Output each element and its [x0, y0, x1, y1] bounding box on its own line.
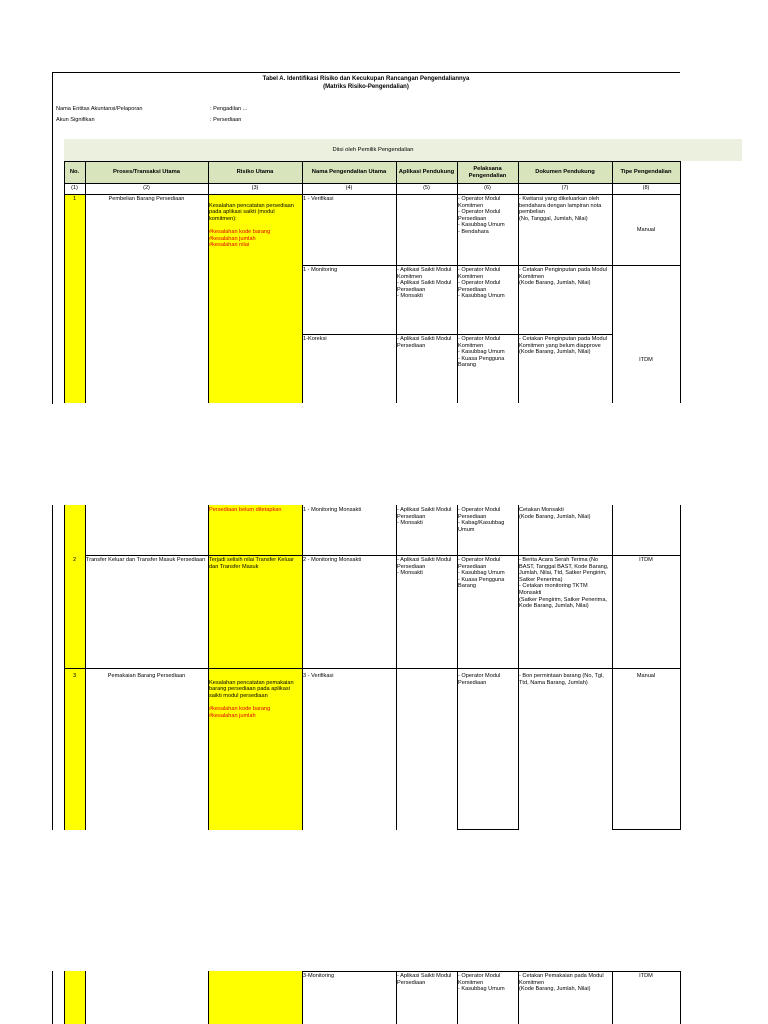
row2-risk: Terjadi selisih nilai Transfer Keluar dan Transfer Masuk — [209, 557, 294, 570]
row2-no: 2 — [72, 557, 77, 563]
col-num-1: (1) — [71, 185, 78, 191]
row1-risk-text: Kesalahan pencatatan persediaan pada aplikasi saikti (modul komitmen): — [209, 202, 294, 222]
grid-line — [64, 194, 680, 195]
row1-control-2-name: 1 - Monitoring — [303, 267, 338, 273]
grid-line — [85, 555, 680, 556]
grid-line — [208, 971, 209, 1024]
grid-line — [396, 505, 397, 830]
grid-line — [680, 971, 681, 1024]
col-header-risk: Risiko Utama — [236, 169, 274, 176]
row3-risk-items: #kesalahan kode barang #kesalahan jumlah — [209, 705, 271, 719]
owner-banner — [64, 139, 742, 161]
row1-risk-items: #kesalahan kode barang #kesalahan jumlah #kesalahan nilai — [209, 228, 271, 249]
grid-line — [302, 971, 680, 972]
page-left-border — [52, 505, 53, 830]
col-num-3: (3) — [251, 185, 259, 191]
col-header-app: Aplikasi Pendukung — [398, 169, 455, 176]
page3-control-app: - Aplikasi Saikti Modul Persediaan — [397, 973, 452, 986]
grid-line — [612, 161, 613, 403]
document-title — [52, 75, 680, 91]
row1-control-3-app: - Aplikasi Saikti Modul Persediaan — [397, 336, 452, 349]
grid-line — [64, 161, 680, 162]
cont-control-doc: Cetakan Monsakti (Kode Barang, Jumlah, Nilai) — [519, 507, 591, 520]
col-header-exec: Pelaksana Pengendalian — [468, 165, 507, 179]
row1-control-3-name: 1-Koreksi — [303, 336, 327, 342]
col-num-2: (2) — [143, 185, 150, 191]
grid-line — [457, 829, 518, 830]
col-header-doc: Dokumen Pendukung — [535, 169, 595, 176]
grid-line — [680, 505, 681, 830]
row1-process: Pembelian Barang Persediaan — [108, 196, 185, 202]
page-left-border — [52, 971, 53, 1024]
account-label: Akun Signifikan — [56, 117, 95, 123]
row1-risk — [209, 196, 301, 255]
row2-process: Transfer Keluar dan Transfer Masuk Persediaan — [86, 557, 206, 563]
grid-line — [680, 161, 681, 403]
row1-control-1-doc: - Kwitansi yang dikeluarkan oleh bendahara dengan lampiran nota pembelian (No, Tanggal, Jumlah, Nilai) — [519, 196, 602, 222]
row1-no-cell — [64, 195, 85, 403]
row2-control-name: 2 - Monitoring Monsakti — [303, 557, 362, 563]
title-line-2: (Matriks Risiko-Pengendalian) — [323, 84, 409, 90]
col-header-no: No. — [69, 169, 80, 176]
row2-control-doc: - Berita Acara Serah Terima (No BAST, Tanggal BAST, Kode Barang, Jumlah, Nilai, Ttd, Satker Pengirim, Satker Penerima) - Cetakan monitoring TKTM Monsakti (Satker Pengirim, Satker Penerima, Kode Barang, Jumlah, Nilai) — [519, 557, 609, 610]
cont-control-exec: - Operator Modul Persediaan - Kabag/Kasubbag Umum — [458, 507, 505, 533]
page3-control-name: 3-Monitoring — [303, 973, 335, 979]
col-num-4: (4) — [345, 185, 353, 191]
row2-control-app: - Aplikasi Saikti Modul Persediaan - Monsakti — [397, 557, 452, 577]
row3-risk-text: Kesalahan pencatatan pemakaian barang persediaan pada aplikasi saikti modul persediaan — [209, 679, 294, 699]
row3-control-type: Manual — [636, 673, 656, 679]
grid-line — [64, 668, 680, 669]
row1-control-1-name: 1 - Verifikasi — [303, 196, 334, 202]
page3-control-exec: - Operator Modul Komitmen - Kasubbag Umum — [458, 973, 505, 993]
row1-control-3-doc: - Cetakan Penginputan pada Modul Komitmen yang belum diapprove (Kode Barang, Jumlah, Nilai) — [519, 336, 608, 356]
grid-line — [64, 183, 680, 184]
cont-control-app: - Aplikasi Saikti Modul Persediaan - Monsakti — [397, 507, 452, 527]
row3-process: Pemakaian Barang Persediaan — [107, 673, 186, 679]
owner-banner-text: Diisi oleh Pemilik Pengendalian — [332, 147, 414, 153]
col-num-7: (7) — [561, 185, 569, 191]
col-header-type: Tipe Pengendalian — [620, 169, 672, 176]
col-num-5: (5) — [423, 185, 430, 191]
row1-control-1-exec: - Operator Modul Komitmen - Operator Modul Persediaan - Kasubbag Umum - Bendahara — [458, 196, 505, 235]
row1-control-2-doc: - Cetakan Penginputan pada Modul Komitmen (Kode Barang, Jumlah, Nilai) — [519, 267, 608, 287]
grid-line — [518, 505, 519, 830]
page3-control-type: ITDM — [639, 973, 653, 979]
grid-line — [302, 505, 303, 830]
row1-control-1-type: Manual — [636, 227, 656, 233]
row2-control-type: ITDM — [639, 557, 653, 563]
col-header-process: Proses/Transaksi Utama — [112, 169, 181, 176]
grid-line — [85, 505, 86, 830]
entity-label: Nama Entitas Akuntansi/Pelaporan — [56, 106, 143, 112]
grid-line — [85, 971, 86, 1024]
row1-control-3-type: ITDM — [639, 357, 653, 363]
row3-control-name: 3 - Verifikasi — [303, 673, 334, 679]
grid-line — [208, 505, 209, 830]
grid-line — [612, 505, 613, 830]
col-header-control: Nama Pengendalian Utama — [311, 169, 387, 176]
row1-control-2-exec: - Operator Modul Komitmen - Operator Modul Persediaan - Kasubbag Umum — [458, 267, 505, 300]
col-num-8: (8) — [642, 185, 650, 191]
page3-control-doc: - Cetakan Pemakaian pada Modul Komitmen (Kode Barang, Jumlah, Nilai) — [519, 973, 604, 993]
row1-control-3-exec: - Operator Modul Komitmen - Kasubbag Umum - Kuasa Pengguna Barang — [458, 336, 505, 369]
grid-line — [64, 505, 65, 830]
page-left-border — [52, 72, 53, 404]
row1-control-2-app: - Aplikasi Saikti Modul Komitmen - Aplikasi Saikti Modul Persediaan - Monsakti — [397, 267, 452, 300]
row3-control-exec: - Operator Modul Persediaan — [458, 673, 501, 686]
row3-control-doc: - Bon permintaan barang (No, Tgl, Ttd, Nama Barang, Jumlah) — [519, 673, 604, 686]
account-value: : Persediaan — [210, 117, 242, 123]
grid-line — [64, 971, 65, 1024]
cont-risk: Persediaan belum ditetapkan — [209, 507, 282, 513]
row3-risk — [209, 673, 301, 726]
title-line-1: Tabel A. Identifikasi Risiko dan Kecukupan Rancangan Pengendaliannya — [262, 76, 470, 82]
col-num-6: (6) — [484, 185, 491, 191]
page-top-border — [52, 72, 680, 73]
row3-no: 3 — [72, 673, 77, 679]
row1-no: 1 — [72, 196, 77, 202]
grid-line — [457, 505, 458, 830]
grid-line — [612, 265, 680, 266]
cont-control-name: 1 - Monitoring Monsakti — [303, 507, 362, 513]
row2-control-exec: - Operator Modul Persediaan - Kasubbag Umum - Kuasa Pengguna Barang — [458, 557, 505, 590]
page3-risk-cell — [208, 971, 302, 1024]
page3-no-cell — [64, 971, 85, 1024]
entity-value: : Pengadilan ... — [210, 106, 248, 112]
grid-line — [612, 829, 680, 830]
